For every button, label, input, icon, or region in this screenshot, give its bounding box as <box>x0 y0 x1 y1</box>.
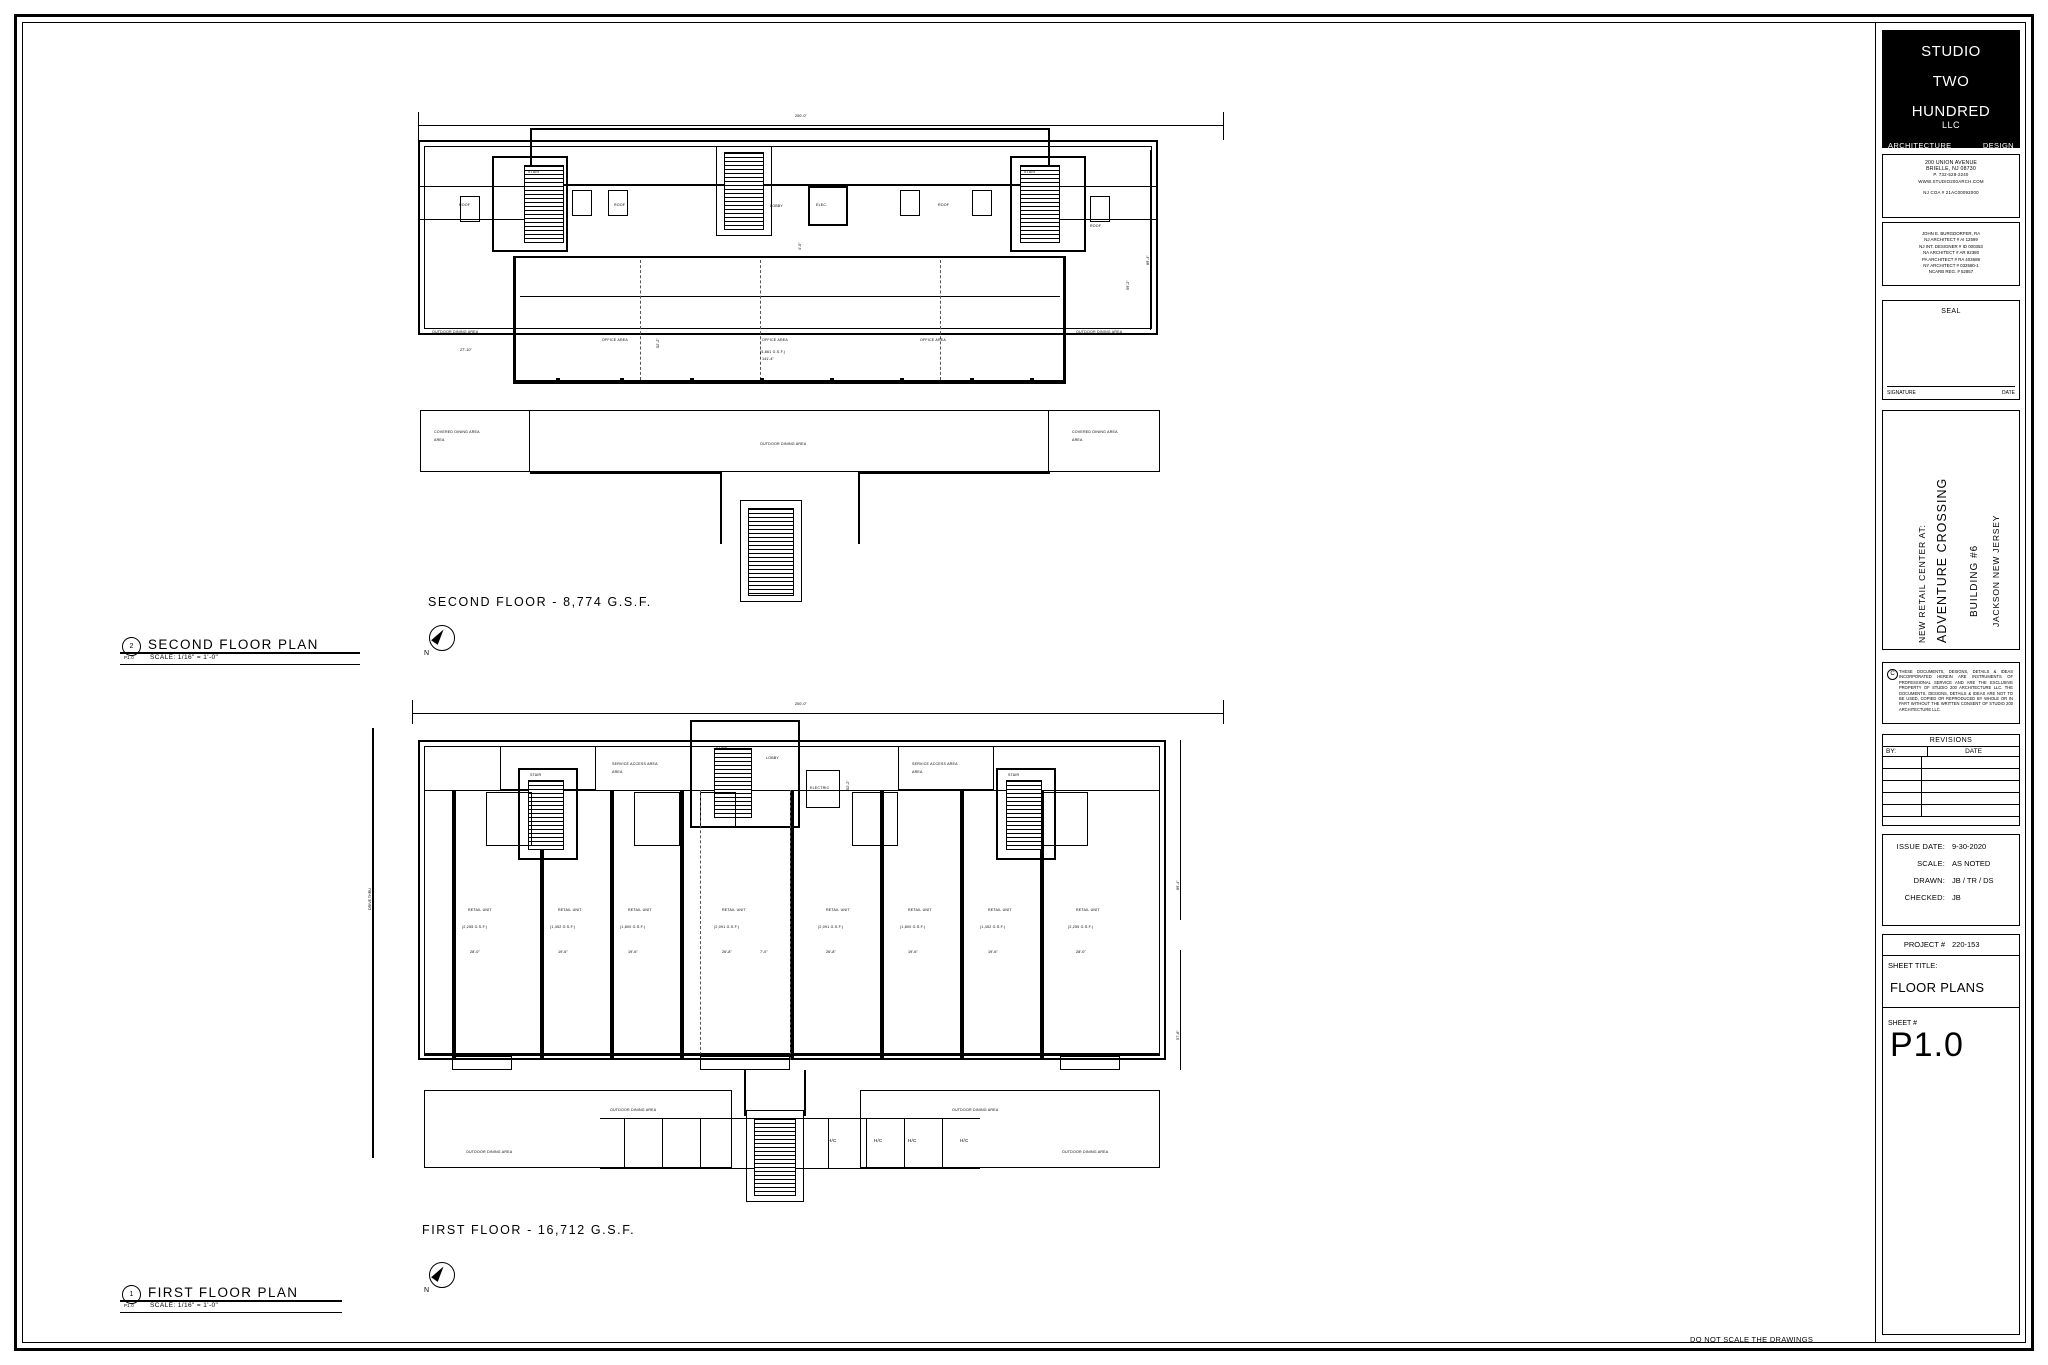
second-overall-width-dim: 200'-0" <box>795 114 807 118</box>
second-dim-5: 4'-0" <box>798 242 802 250</box>
first-plan-tag-sheet: P1.0 <box>124 1303 134 1308</box>
revisions-box[interactable] <box>1882 734 2020 826</box>
north-label-second: N <box>424 650 430 657</box>
issue-date-label: ISSUE DATE: <box>1896 842 1945 851</box>
north-arrow-second <box>424 625 454 655</box>
first-unit-area-6: (1,800 G.S.F.) <box>900 925 926 929</box>
first-dim-57: 57'-8" <box>1176 1030 1180 1040</box>
sheet-info-box <box>1882 934 2020 1335</box>
first-unit-area-8: (2,255 G.S.F.) <box>1068 925 1094 929</box>
second-roof-label-4: ROOF <box>1090 224 1102 228</box>
first-dim-52: 52'-2" <box>846 780 850 790</box>
checked-value: JB <box>1952 893 1961 902</box>
first-plan-scale: SCALE: 1/16" = 1'-0" <box>150 1302 219 1309</box>
revisions-by-header: BY: <box>1883 747 1928 756</box>
first-unit-width-3: 19'-6" <box>628 950 638 954</box>
first-plan-title: FIRST FLOOR PLAN <box>148 1285 299 1300</box>
second-covered-dining-left: COVERED DINING AREA <box>434 430 480 434</box>
second-dim-2: 141'-4" <box>762 357 774 361</box>
sheet-number-label: SHEET # <box>1888 1020 1918 1027</box>
first-unit-name-3: RETAIL UNIT <box>628 908 652 912</box>
first-drive-thru-label: DRIVE THRU <box>368 888 372 910</box>
firm-name-line4: LLC <box>1941 120 1960 130</box>
second-plan-title: SECOND FLOOR PLAN <box>148 637 319 652</box>
first-plan-tag-number: 1 <box>122 1285 141 1304</box>
license-nj-arch: NJ ARCHITECT # AI 12599 <box>1924 237 1978 243</box>
second-dim-1: 27'-10" <box>460 348 472 352</box>
revision-row[interactable] <box>1883 805 2019 817</box>
first-stair-label-left: STAIR <box>530 773 542 777</box>
copyright-box <box>1882 662 2020 724</box>
second-covered-dining-right: COVERED DINING AREA <box>1072 430 1118 434</box>
first-unit-width-1: 28'-0" <box>470 950 480 954</box>
do-not-scale-note: DO NOT SCALE THE DRAWINGS <box>1690 1335 1814 1344</box>
firm-discipline-architecture: ARCHITECTURE <box>1888 141 1952 150</box>
license-list <box>1882 222 2020 286</box>
first-unit-area-1: (2,255 G.S.F.) <box>462 925 488 929</box>
license-ny-arch: NY ARCHITECT # 032580-1 <box>1923 263 1979 269</box>
seal-label: SEAL <box>1941 308 1961 315</box>
first-outdoor-dining-1: OUTDOOR DINING AREA <box>610 1108 657 1112</box>
first-unit-width-7: 19'-6" <box>988 950 998 954</box>
copyright-icon: C <box>1887 669 1898 680</box>
second-roof-label-3: ROOF <box>938 203 950 207</box>
license-pa-arch: PA ARCHITECT # RA 403689 <box>1922 256 1980 262</box>
first-service-access-right: SERVICE ACCESS AREA <box>912 762 958 766</box>
scale-value: AS NOTED <box>1952 859 1991 868</box>
revisions-date-header: DATE <box>1965 748 1982 755</box>
firm-name-line3: HUNDRED <box>1911 103 1991 120</box>
signature-line <box>1887 386 2015 387</box>
north-arrow-first <box>424 1262 454 1292</box>
copyright-text: THESE DOCUMENTS, DESIGNS, DETAILS & IDEAS INCORPORATED HEREIN ARE INSTRUMENTS OF PROFESSIONAL SERVICE AND ARE THE EXCLUSIVE PROPERTY OF STUDIO 200 ARCHITECTURE LLC. THE DOCUMENTS, DESIGNS, DETAILS & IDEAS ARE NOT TO BE USED, COPIED OR REPRODUCED BY WHOLE OR IN PART WITHOUT THE WRITTEN CONSENT OF STUDIO 200 ARCHITECTURE LLC. <box>1899 669 2013 712</box>
license-ncarb: NCARB REG. # 52857 <box>1928 269 1974 275</box>
sheet-title-value: FLOOR PLANS <box>1890 980 1985 995</box>
license-na-arch: NA ARCHITECT # AR 92380 <box>1922 250 1980 256</box>
second-office-area-sf: (5,861 G.S.F.) <box>760 350 786 354</box>
drawn-label: DRAWN: <box>1913 876 1945 885</box>
issue-box <box>1882 834 2020 926</box>
first-floor-title: FIRST FLOOR - 16,712 G.S.F. <box>422 1223 636 1237</box>
first-hc-stall-3: H/C <box>908 1138 917 1143</box>
first-dim-center: 7'-0" <box>760 950 768 954</box>
drawn-value: JB / TR / DS <box>1952 876 1994 885</box>
first-unit-name-6: RETAIL UNIT <box>908 908 932 912</box>
first-unit-name-2: RETAIL UNIT <box>558 908 582 912</box>
first-unit-area-3: (1,800 G.S.F.) <box>620 925 646 929</box>
second-stair-label-right: STAIR <box>1024 170 1036 174</box>
project-location: JACKSON NEW JERSEY <box>1991 514 2001 627</box>
firm-name-line2: TWO <box>1932 73 1970 90</box>
first-hc-stall-2: H/C <box>874 1138 883 1143</box>
first-unit-name-8: RETAIL UNIT <box>1076 908 1100 912</box>
project-prefix: NEW RETAIL CENTER AT: <box>1917 524 1927 643</box>
first-hc-stall-4: H/C <box>960 1138 969 1143</box>
first-unit-width-5: 26'-8" <box>826 950 836 954</box>
firm-name-line1: STUDIO <box>1921 43 1981 60</box>
second-dim-3: 52'-2" <box>656 338 660 348</box>
first-unit-name-1: RETAIL UNIT <box>468 908 492 912</box>
revision-row[interactable] <box>1883 793 2019 805</box>
license-nj-int: NJ INT. DESIGNER # ID 000353 <box>1919 243 1983 249</box>
second-outdoor-dining-center: OUTDOOR DINING AREA <box>760 442 807 446</box>
second-office-area-center: OFFICE AREA <box>762 338 788 342</box>
project-name: ADVENTURE CROSSING <box>1935 477 1949 643</box>
address-website: WWW.STUDIO200ARCH.COM <box>1918 178 1984 184</box>
first-outdoor-dining-4: OUTDOOR DINING AREA <box>1062 1150 1109 1154</box>
issue-date-value: 9-30-2020 <box>1952 842 1987 851</box>
license-name: JOHN E. BURGDORFER, RA <box>1921 231 1981 236</box>
project-building: BUILDING #6 <box>1969 544 1980 617</box>
first-electric-label: ELECTRIC <box>810 786 830 790</box>
address-phone: P. 732-528-2240 <box>1933 172 1969 178</box>
second-dim-4: 59'-2" <box>1126 280 1130 290</box>
first-unit-area-7: (1,452 G.S.F.) <box>980 925 1006 929</box>
revision-row[interactable] <box>1883 757 2019 769</box>
first-unit-name-5: RETAIL UNIT <box>826 908 850 912</box>
first-stair-label-right: STAIR <box>1008 773 1020 777</box>
second-office-area-left: OFFICE AREA <box>602 338 628 342</box>
second-outdoor-dining-right: OUTDOOR DINING AREA <box>1076 330 1123 334</box>
second-plan-tag-sheet: P1.0 <box>124 655 134 660</box>
revisions-title: REVISIONS <box>1883 735 2019 747</box>
sheet-title-label: SHEET TITLE: <box>1888 961 1938 970</box>
second-elec-label: ELEC. <box>816 203 828 207</box>
second-overall-depth-dim: 89'-4" <box>1146 255 1150 265</box>
firm-logo <box>1882 30 2020 148</box>
project-number-label: PROJECT # <box>1903 940 1945 949</box>
first-unit-area-5: (2,091 G.S.F.) <box>818 925 844 929</box>
second-roof-label-2: ROOF <box>614 203 626 207</box>
north-label-first: N <box>424 1287 430 1294</box>
first-unit-width-8: 28'-0" <box>1076 950 1086 954</box>
project-name-box <box>1882 410 2020 650</box>
revision-row[interactable] <box>1883 781 2019 793</box>
first-overall-depth-dim: 89'-4" <box>1176 880 1180 890</box>
seal-box <box>1882 300 2020 400</box>
first-hc-stall-1: H/C <box>828 1138 837 1143</box>
second-stair-label-left: STAIR <box>528 170 540 174</box>
first-unit-area-2: (1,452 G.S.F.) <box>550 925 576 929</box>
first-unit-area-4: (2,091 G.S.F.) <box>714 925 740 929</box>
scale-label: SCALE: <box>1917 859 1945 868</box>
second-plan-scale: SCALE: 1/16" = 1'-0" <box>150 654 219 661</box>
address-coa: NJ COA # 21AC00092000 <box>1923 189 1979 195</box>
checked-label: CHECKED: <box>1904 893 1945 902</box>
first-service-access-left: SERVICE ACCESS AREA <box>612 762 658 766</box>
second-outdoor-dining-left: OUTDOOR DINING AREA <box>432 330 479 334</box>
first-outdoor-dining-2: OUTDOOR DINING AREA <box>952 1108 999 1112</box>
first-unit-width-4: 26'-8" <box>722 950 732 954</box>
second-plan-tag-number: 2 <box>122 637 141 656</box>
second-roof-label-1: ROOF <box>459 203 471 207</box>
first-outdoor-dining-3: OUTDOOR DINING AREA <box>466 1150 513 1154</box>
second-floor-title: SECOND FLOOR - 8,774 G.S.F. <box>428 595 652 609</box>
first-stair-label-center: STAIR <box>716 746 728 750</box>
address-line-1: 200 UNION AVENUE <box>1924 160 1978 166</box>
second-office-area-right: OFFICE AREA <box>920 338 946 342</box>
first-unit-name-7: RETAIL UNIT <box>988 908 1012 912</box>
first-unit-width-6: 19'-6" <box>908 950 918 954</box>
first-unit-width-2: 19'-6" <box>558 950 568 954</box>
first-overall-width-dim: 200'-0" <box>795 702 807 706</box>
address-line-2: BRIELLE, NJ 08730 <box>1926 166 1976 173</box>
firm-discipline-design: DESIGN <box>1982 141 2014 150</box>
date-label: DATE <box>2002 390 2015 396</box>
firm-address <box>1882 154 2020 218</box>
project-number-value: 220-153 <box>1952 940 1980 949</box>
first-unit-name-4: RETAIL UNIT <box>722 908 746 912</box>
first-lobby-label: LOBBY <box>766 756 779 760</box>
sheet-number-value: P1.0 <box>1890 1026 1964 1064</box>
signature-label: SIGNATURE <box>1887 390 1916 396</box>
second-lobby-label: LOBBY <box>770 204 783 208</box>
revision-row[interactable] <box>1883 769 2019 781</box>
title-block <box>1875 22 2026 1343</box>
drawing-sheet: STUDIO TWO HUNDRED LLC ARCHITECTURE DESIGN 200 UNION AVENUE BRIELLE, NJ 08730 P. 732-528-2240 WWW.STUDIO200ARCH.COM NJ COA # 21AC00092000 JOHN E. BURGDORFER, RA NJ ARCHITECT # AI 12599 NJ INT. DESIGNER # ID 000353 NA ARCHITECT # AR 92380 PA ARCHITECT # RA 403689 NY ARCHITECT # 032580-1 NCARB REG. # 52857 SEAL SIGNATURE DATE NEW RETAIL CENTER AT: ADVENTURE CROSSING BUILDING #6 JACKSON NEW JERSEY C THESE DOCUMENTS, DESIGNS, DETAILS & IDEAS INCORPORATED HEREIN ARE INSTRUMENTS OF PROFESSIONAL SERVICE AND ARE THE EXCLUSIVE PROPERTY OF STUDIO 200 ARCHITECTURE LLC. THE DOCUMENTS, DESIGNS, DETAILS & IDEAS ARE NOT TO BE USED, COPIED OR REPRODUCED BY WHOLE OR IN PART WITHOUT THE WRITTEN CONSENT OF STUDIO 200 ARCHITECTURE LLC. REVISIONS BY: DATE ISSUE DATE: 9-30-2020 SCALE: AS NOTED DRAWN: JB / TR / DS CHECKED: JB PROJECT # 220-153 SHEET TITLE: FLOOR PLANS SHEET # P1.0 200'-0" 89'-4" ELEC. STAIR STAIR ROOF ROOF ROOF ROOF LOBBY OUTDOOR DINING AREA OFFICE AREA OFFICE AREA (5,861 G.S.F.) OFFICE AREA OUTDOOR DINING AREA COVERED DINING AREA AREA COVERED DINING AREA AREA OUTDOOR DINING AREA 27'-10" 141'-4" 52'-2" 59'-2" 4'-0" SECOND FLOOR - 8,774 G.S.F. N 2 P1.0 SECOND FLOOR PLAN SCALE: 1/16" = 1'-0" 200'-0" DRIVE THRU 89'-4" 57'-8" ELECTRIC LOBBY STAIR STAIR STAIR SERVICE ACCESS AREA AREA SERVICE ACCESS AREA AREA RETAIL UNIT (2,255 G.S.F.) 28'-0" RETAIL UNIT (1,452 G.S.F.) 19'-6" RETAIL UNIT (1,800 G.S.F.) 19'-6" RETAIL UNIT (2,091 G.S.F.) 26'-8" RETAIL UNIT (2,091 G.S.F.) 26'-8" RETAIL UNIT (1,800 G.S.F.) 19'-6" RETAIL UNIT (1,452 G.S.F.) 19'-6" RETAIL UNIT (2,255 G.S.F.) 28'-0" 7'-0" 52'-2" OUTDOOR DINING AREA OUTDOOR DINING AREA OUTDOOR DINING AREA OUTDOOR DINING AREA H/C H/C H/C H/C FIRST FLOOR - 16,712 G.S.F. N 1 P1.0 FIRST FLOOR PLAN SCALE: 1/16" = 1'-0" DO NOT SCALE THE DRAWINGS <box>0 0 2048 1365</box>
